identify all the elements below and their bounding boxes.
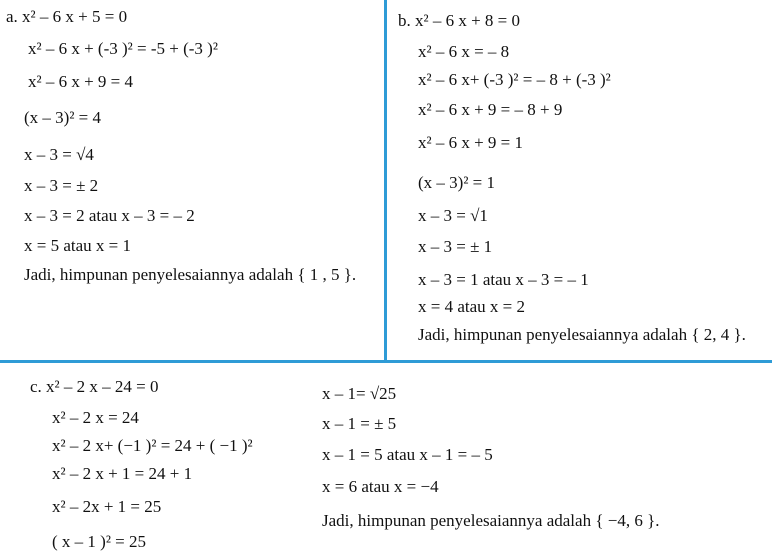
part-b-line-6: (x – 3)² = 1 [418, 173, 496, 192]
part-c-line-3: x² – 2 x+ (−1 )² = 24 + ( −1 )² [52, 436, 253, 455]
part-c-line-4: x² – 2 x + 1 = 24 + 1 [52, 464, 193, 483]
vertical-divider [384, 0, 387, 361]
part-c-line-9: x – 1 = 5 atau x – 1 = – 5 [322, 445, 493, 464]
part-b-conclusion: Jadi, himpunan penyelesaiannya adalah { 2, 4 }. [418, 325, 746, 344]
part-b-line-10: x = 4 atau x = 2 [418, 297, 525, 316]
part-a-line-5: x – 3 = √4 [24, 145, 94, 164]
horizontal-divider [0, 360, 772, 363]
part-c-line-8: x – 1 = ± 5 [322, 414, 397, 433]
part-a-line-3: x² – 6 x + 9 = 4 [28, 72, 134, 91]
part-a-line-6: x – 3 = ± 2 [24, 176, 99, 195]
part-c-line-6: ( x – 1 )² = 25 [52, 532, 147, 551]
part-c-line-10: x = 6 atau x = −4 [322, 477, 439, 496]
part-b-line-8: x – 3 = ± 1 [418, 237, 493, 256]
part-a-line-8: x = 5 atau x = 1 [24, 236, 131, 255]
part-a-line-2: x² – 6 x + (-3 )² = -5 + (-3 )² [28, 39, 218, 58]
part-b-line-1: b. x² – 6 x + 8 = 0 [398, 11, 521, 30]
part-c-line-7: x – 1= √25 [322, 384, 397, 403]
part-b-line-7: x – 3 = √1 [418, 206, 488, 225]
part-c-conclusion: Jadi, himpunan penyelesaiannya adalah { −4, 6 }. [322, 511, 660, 530]
part-a-conclusion: Jadi, himpunan penyelesaiannya adalah { 1 , 5 }. [24, 265, 357, 284]
part-b-line-5: x² – 6 x + 9 = 1 [418, 133, 524, 152]
part-b-line-4: x² – 6 x + 9 = – 8 + 9 [418, 100, 563, 119]
part-c-line-1: c. x² – 2 x – 24 = 0 [30, 377, 159, 396]
part-a-line-4: (x – 3)² = 4 [24, 108, 102, 127]
part-a-line-1: a. x² – 6 x + 5 = 0 [6, 7, 128, 26]
part-b-line-3: x² – 6 x+ (-3 )² = – 8 + (-3 )² [418, 70, 611, 89]
part-c-line-5: x² – 2x + 1 = 25 [52, 497, 162, 516]
part-b-line-2: x² – 6 x = – 8 [418, 42, 510, 61]
part-c-line-2: x² – 2 x = 24 [52, 408, 139, 427]
part-a-line-7: x – 3 = 2 atau x – 3 = – 2 [24, 206, 195, 225]
part-b-line-9: x – 3 = 1 atau x – 3 = – 1 [418, 270, 589, 289]
